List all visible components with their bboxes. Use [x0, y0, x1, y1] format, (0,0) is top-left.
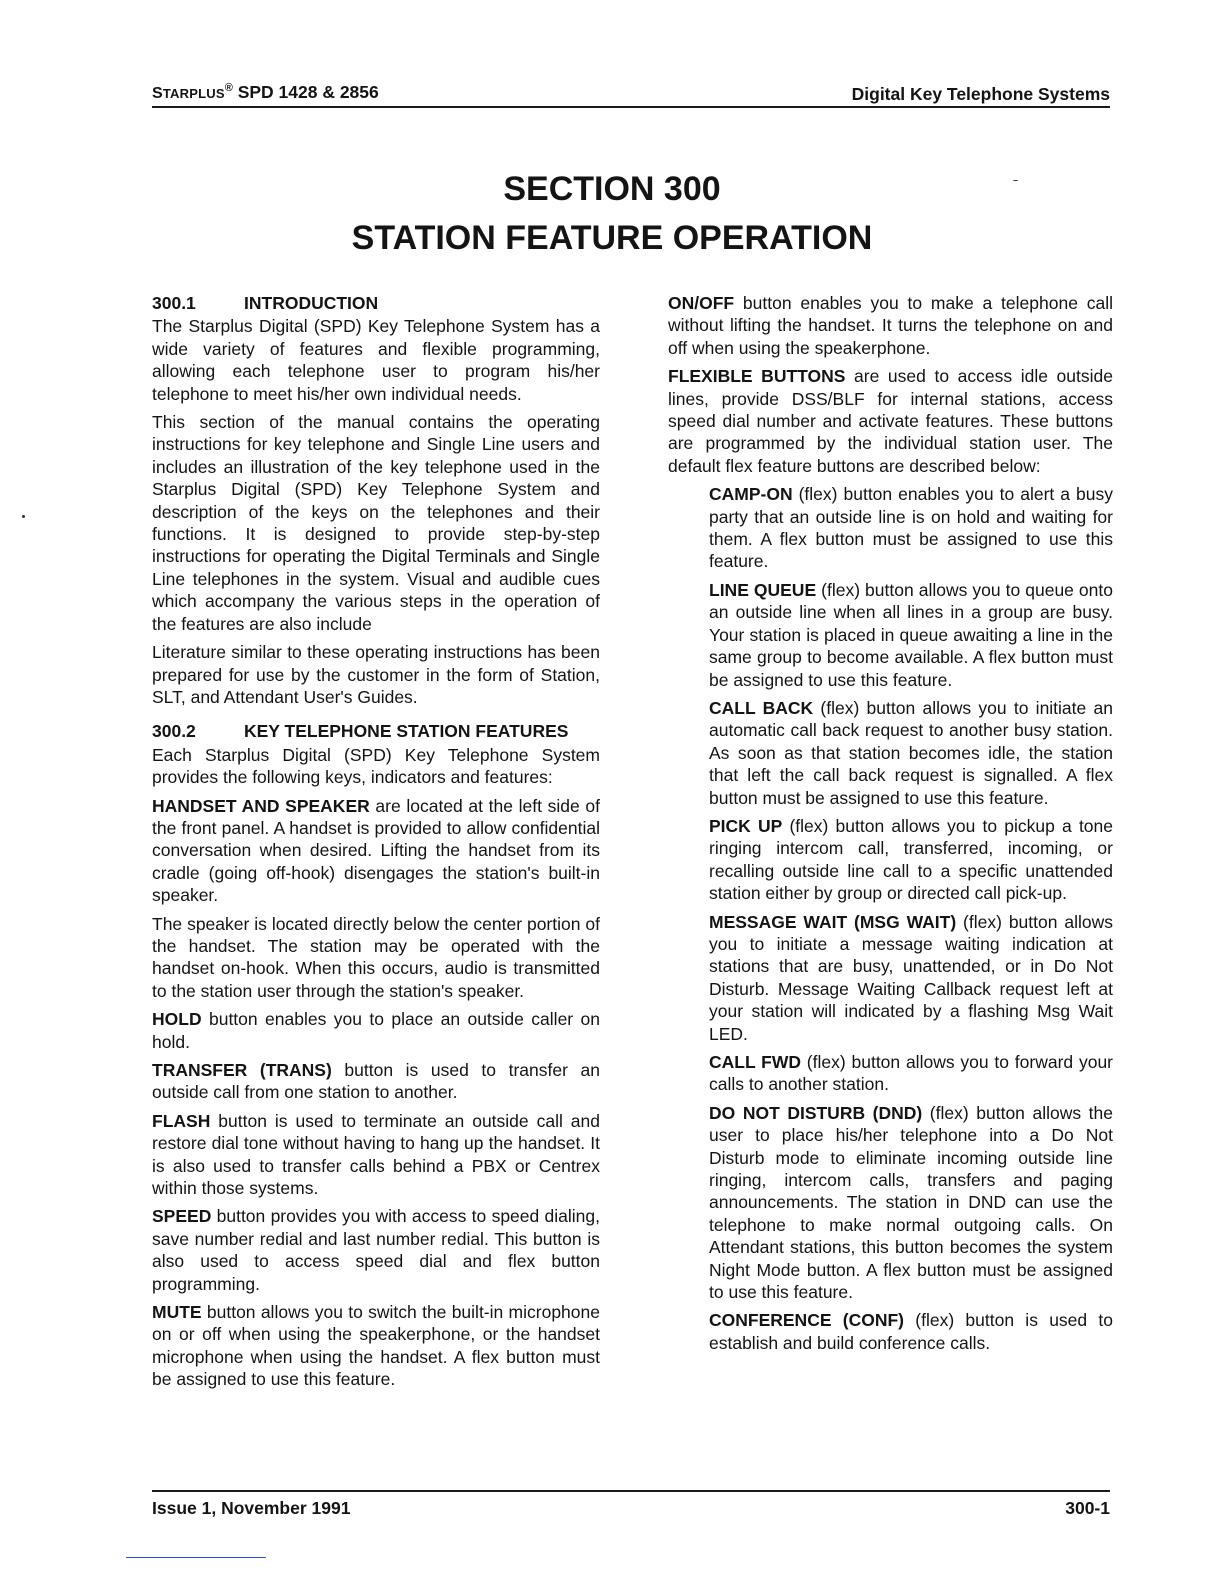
feature-mute: MUTE button allows you to switch the built-in microphone on or off when using the speakerphone, or the handset microphone when using the handset. A flex button must be assigned to use this feature.: [152, 1302, 600, 1390]
paragraph: The speaker is located directly below the center portion of the handset. The station may be operated with the handset on-hook. When this occurs, audio is transmitted to the station user through the station's speaker.: [152, 913, 600, 1001]
feature-pick-up: PICK UP (flex) button allows you to pickup a tone ringing intercom call, transferred, incoming, or recalling outside line call to a specific unattended station either by group or directed call pick-up.: [709, 815, 1113, 904]
feature-do-not-disturb: DO NOT DISTURB (DND) (flex) button allows the user to place his/her telephone into a Do Not Disturb mode to eliminate incoming outside line ringing, intercom calls, transfers and paging announcements. The station in DND can use the telephone to make normal outgoing calls. On Attendant stations, this button becomes the system Night Mode button. A flex button must be assigned to use this feature.: [709, 1102, 1113, 1303]
right-column: [668, 292, 1113, 1360]
feature-flexible-buttons: FLEXIBLE BUTTONS are used to access idle outside lines, provide DSS/BLF for internal stations, access speed dial number and activate features. These buttons are programmed by the individual station user. The default flex feature buttons are described below:: [668, 366, 1113, 476]
paragraph: Each Starplus Digital (SPD) Key Telephone System provides the following keys, indicators and features:: [152, 744, 600, 788]
feature-handset-speaker: HANDSET AND SPEAKER are located at the left side of the front panel. A handset is provided to allow confidential conversation when desired. Lifting the handset from its cradle (going off-hook) disengages the station's built-in speaker.: [152, 795, 600, 906]
feature-transfer: TRANSFER (TRANS) button is used to transfer an outside call from one station to another.: [152, 1060, 600, 1103]
feature-conference: CONFERENCE (CONF) (flex) button is used to establish and build conference calls.: [709, 1310, 1113, 1353]
section-heading-features: 300.2 KEY TELEPHONE STATION FEATURES: [152, 721, 569, 742]
section-heading-introduction: 300.1 INTRODUCTION: [152, 293, 379, 313]
page-header: [152, 80, 1110, 108]
paragraph: This section of the manual contains the operating instructions for key telephone and Single Line users and includes an illustration of the key telephone used in the Starplus Digital (SPD) Key Telephone System and description of the keys on the telephones and their functions. It is designed to provide step-by-step instructions for operating the Digital Terminals and Single Line telephones in the system. Visual and audible cues which accompany the various steps in the operation of the features are also include: [152, 412, 600, 634]
header-product: STARPLUS® SPD 1428 & 2856: [152, 82, 379, 102]
footer-issue-date: Issue 1, November 1991: [152, 1498, 351, 1518]
scan-artifact-line: [126, 1557, 266, 1558]
feature-on-off: ON/OFF button enables you to make a telephone call without lifting the handset. It turns the telephone on and off when using the speakerphone.: [668, 293, 1113, 358]
paragraph: The Starplus Digital (SPD) Key Telephone System has a wide variety of features and flexible programming, allowing each telephone user to program his/her telephone to meet his/her own individual needs.: [152, 316, 600, 404]
page-footer: [152, 1490, 1110, 1519]
section-title: SECTION 300: [503, 170, 721, 208]
scan-speck: [22, 515, 25, 518]
feature-call-fwd: CALL FWD (flex) button allows you to forward your calls to another station.: [709, 1052, 1114, 1095]
section-subtitle: STATION FEATURE OPERATION: [351, 219, 873, 257]
feature-line-queue: LINE QUEUE (flex) button allows you to queue onto an outside line when all lines in a group are busy. Your station is placed in queue awaiting a line in the same group to become available. A flex button must be assigned to use this feature.: [709, 579, 1113, 690]
feature-camp-on: CAMP-ON (flex) button enables you to alert a busy party that an outside line is on hold and waiting for them. A flex button must be assigned to use this feature.: [709, 484, 1113, 572]
feature-call-back: CALL BACK (flex) button allows you to initiate an automatic call back request to another busy station. As soon as that station becomes idle, the station that left the call back request is signalled. A flex button must be assigned to use this feature.: [709, 697, 1113, 808]
feature-flash: FLASH button is used to terminate an outside call and restore dial tone without having to hang up the handset. It is also used to transfer calls behind a PBX or Centrex within those systems.: [152, 1110, 600, 1199]
feature-message-wait: MESSAGE WAIT (MSG WAIT) (flex) button allows you to initiate a message waiting indication at stations that are busy, unattended, or in Do Not Disturb. Message Waiting Callback request left at your station will indicated by a flashing Msg Wait LED.: [709, 911, 1113, 1044]
left-column: [152, 292, 600, 1397]
page-number: 300-1: [1065, 1498, 1110, 1518]
feature-hold: HOLD button enables you to place an outside caller on hold.: [152, 1009, 600, 1052]
header-system-name: Digital Key Telephone Systems: [851, 84, 1110, 104]
paragraph: Literature similar to these operating instructions has been prepared for use by the customer in the form of Station, SLT, and Attendant User's Guides.: [152, 642, 600, 707]
feature-speed: SPEED button provides you with access to speed dialing, save number redial and last number redial. This button is also used to access speed dial and flex button programming.: [152, 1206, 600, 1294]
scan-speck: [1013, 180, 1018, 181]
